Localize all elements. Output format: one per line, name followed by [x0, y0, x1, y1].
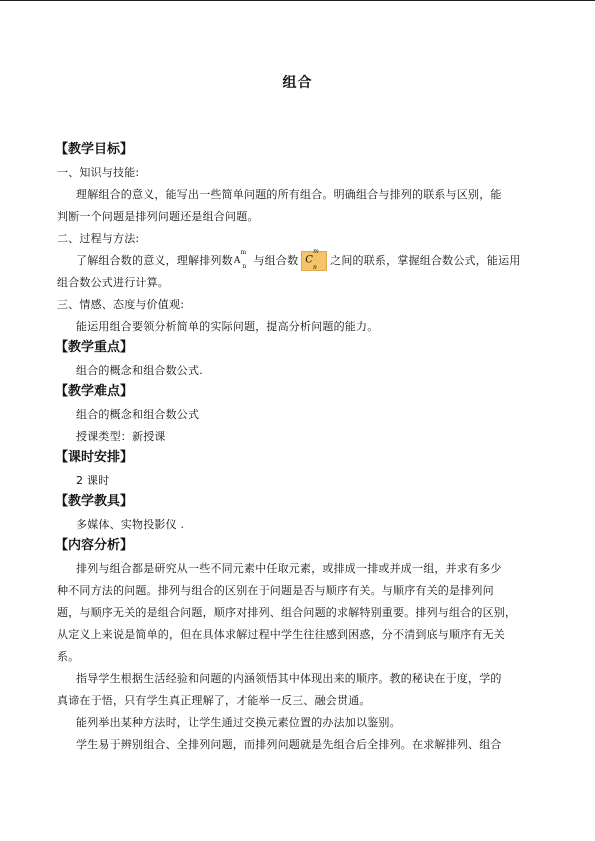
difficulties-text: 组合的概念和组合数公式: [76, 408, 200, 421]
goals-process-text-c: 之间的联系，掌握组合数公式，能运用: [330, 254, 521, 267]
teaching-tools-text: 多媒体、实物投影仪 .: [76, 518, 185, 531]
analysis-para1-line-1: 排列与组合都是研究从一些不同元素中任取元素，或排成一排或并成一组，并求有多少: [76, 562, 502, 575]
analysis-para1-line-2: 种不同方法的问题。排列与组合的区别在于问题是否与顺序有关。与顺序有关的是排列问: [57, 584, 494, 597]
heading-content-analysis: 【内容分析】: [55, 538, 134, 553]
lesson-type-text: 授课类型：新授课: [76, 430, 166, 443]
goals-process-text-b: 与组合数: [253, 254, 299, 267]
page-title: 组合: [282, 75, 313, 91]
permutation-formula: $A^m_n$: [233, 248, 247, 271]
combination-formula: $C^m_n$: [301, 251, 327, 270]
analysis-para2-line-1: 指导学生根据生活经验和问题的内涵领悟其中体现出来的顺序。教的秘诀在于度，学的: [76, 672, 502, 685]
heading-teaching-goals: 【教学目标】: [55, 142, 134, 157]
heading-key-points: 【教学重点】: [55, 340, 134, 355]
analysis-para2-line-2: 真谛在于悟，只有学生真正理解了，才能举一反三、融会贯通。: [57, 694, 371, 707]
goals-subtitle-knowledge: 一、知识与技能:: [57, 166, 140, 179]
goals-subtitle-attitude: 三、情感、态度与价值观:: [57, 298, 185, 311]
goals-process-line-1: [57, 250, 542, 272]
schedule-text: 2 课时: [76, 474, 110, 487]
analysis-para1-line-3: 题，与顺序无关的是组合问题，顺序对排列、组合问题的求解特别重要。排列与组合的区别，: [57, 606, 517, 619]
analysis-para1-line-4: 从定义上来说是简单的，但在具体求解过程中学生往往感到困惑，分不清到底与顺序有无关: [57, 628, 505, 641]
heading-teaching-tools: 【教学教具】: [55, 494, 134, 509]
analysis-para3: 能列举出某种方法时，让学生通过交换元素位置的办法加以鉴别。: [76, 716, 401, 729]
goals-knowledge-line-1: 理解组合的意义，能写出一些简单问题的所有组合。明确组合与排列的联系与区别，能: [76, 188, 502, 201]
page-top-rule: [0, 0, 595, 1]
analysis-para4: 学生易于辨别组合、全排列问题，而排列问题就是先组合后全排列。在求解排列、组合: [76, 738, 502, 751]
goals-subtitle-process: 二、过程与方法:: [57, 232, 140, 245]
analysis-para1-line-5: 系。: [57, 650, 80, 663]
heading-schedule: 【课时安排】: [55, 450, 134, 465]
goals-attitude-line: 能运用组合要领分析简单的实际问题，提高分析问题的能力。: [76, 320, 379, 333]
heading-difficulties: 【教学难点】: [55, 384, 134, 399]
key-points-text: 组合的概念和组合数公式.: [76, 364, 203, 377]
goals-process-line-2: 组合数公式进行计算。: [57, 276, 169, 289]
goals-process-text-a: 了解组合数的意义，理解排列数: [76, 254, 233, 267]
document-body: [57, 140, 542, 756]
goals-knowledge-line-2: 判断一个问题是排列问题还是组合问题。: [57, 210, 259, 223]
